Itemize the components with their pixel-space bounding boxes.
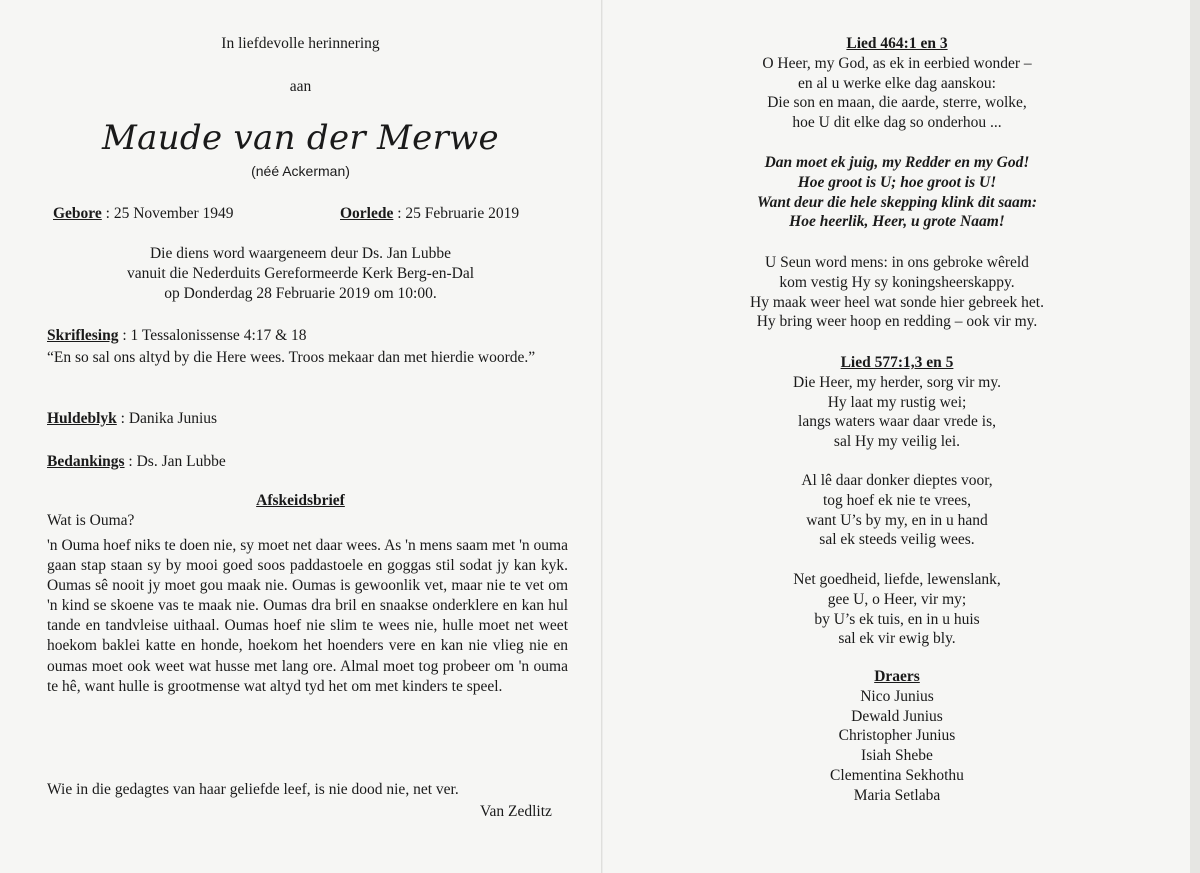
hymn-line: Net goedheid, liefde, lewenslank, <box>793 571 1001 588</box>
intro-line: In liefdevolle herinnering <box>221 35 380 52</box>
hymn-line: Die son en maan, die aarde, sterre, wolke, <box>767 94 1027 112</box>
intro-aan: aan <box>289 78 312 95</box>
hymn-line: langs waters waar daar vrede is, <box>798 413 996 431</box>
bearer-name: Maria Setlaba <box>853 786 941 804</box>
hymn-line: tog hoef ek nie te vrees, <box>822 491 972 509</box>
died-value: : 25 Februarie 2019 <box>393 205 520 222</box>
bearer-name: Clementina Sekhothu <box>830 766 964 784</box>
tribute-label: Huldeblyk <box>47 410 117 427</box>
hymn-title: Lied 464:1 en 3 <box>846 35 948 52</box>
hymn-line: gee U, o Heer, vir my; <box>827 590 967 608</box>
died-label: Oorlede <box>340 205 394 222</box>
closing-author: Van Zedlitz <box>480 803 552 820</box>
tribute <box>47 409 217 429</box>
service-info <box>0 244 601 304</box>
hymn-line: sal ek steeds veilig wees. <box>819 531 975 549</box>
bearers-title: Draers <box>874 668 920 685</box>
service-line: Die diens word waargeneem deur Ds. Jan Lubbe <box>149 245 451 262</box>
refrain-line: Hoe groot is U; hoe groot is U! <box>797 173 997 191</box>
hymn-verse <box>604 471 1190 550</box>
tribute-value: : Danika Junius <box>116 410 218 427</box>
hymn-line: en al u werke elke dag aanskou: <box>798 74 996 92</box>
closing-quote: Wie in die gedagtes van haar geliefde leef, is nie dood nie, net ver. <box>47 781 459 798</box>
hymn-line: sal ek vir ewig bly. <box>838 630 956 648</box>
deceased-name: Maude van der Merwe <box>102 118 499 158</box>
hymn-line: sal Hy my veilig lei. <box>833 433 961 451</box>
bearer-name: Nico Junius <box>860 687 934 705</box>
hymn-line: hoe U dit elke dag so onderhou ... <box>792 114 1002 132</box>
hymn-verse <box>604 253 1190 332</box>
hymn-line: want U’s by my, en in u hand <box>806 511 988 529</box>
death-date <box>340 204 519 224</box>
birth-date <box>53 204 234 224</box>
paper-edge <box>1190 0 1200 873</box>
thanks-label: Bedankings <box>47 453 125 470</box>
hymn-line: Hy bring weer hoop en redding – ook vir my. <box>756 313 1038 331</box>
hymn-verse <box>604 570 1190 649</box>
refrain-line: Dan moet ek juig, my Redder en my God! <box>764 154 1030 171</box>
thanks <box>47 452 226 472</box>
hymn-line: Hy laat my rustig wei; <box>827 393 967 411</box>
born-label: Gebore <box>53 205 102 222</box>
hymn-line: kom vestig Hy sy koningsheerskappy. <box>779 273 1015 291</box>
bearers-list <box>604 667 1190 806</box>
bearer-name: Dewald Junius <box>851 707 943 725</box>
hymn-577 <box>604 353 1190 452</box>
service-line: op Donderdag 28 Februarie 2019 om 10:00. <box>164 285 437 302</box>
hymn-line: by U’s ek tuis, en in u huis <box>814 610 980 628</box>
scripture-quote: “En so sal ons altyd by die Here wees. Troos mekaar dan met hierdie woorde.” <box>47 349 536 366</box>
hymn-line: Al lê daar donker dieptes voor, <box>801 472 993 489</box>
letter-question: Wat is Ouma? <box>47 512 135 529</box>
refrain-line: Want deur die hele skepping klink dit saam: <box>756 193 1038 211</box>
reading-value: : 1 Tessalonissense 4:17 & 18 <box>118 327 307 344</box>
refrain-line: Hoe heerlik, Heer, u grote Naam! <box>789 213 1005 231</box>
hymn-line: Hy maak weer heel wat sonde hier gebreek het. <box>750 293 1044 311</box>
bearer-name: Christopher Junius <box>838 727 956 745</box>
thanks-value: : Ds. Jan Lubbe <box>124 453 226 470</box>
hymn-title: Lied 577:1,3 en 5 <box>840 354 954 371</box>
bearer-name: Isiah Shebe <box>861 747 933 765</box>
hymn-line: O Heer, my God, as ek in eerbied wonder – <box>762 54 1032 72</box>
maiden-name: (néé Ackerman) <box>251 163 350 179</box>
scripture-reading <box>47 326 307 346</box>
born-value: : 25 November 1949 <box>101 205 234 222</box>
letter-body: 'n Ouma hoef niks te doen nie, sy moet net daar wees. As 'n mens saam met 'n ouma gaan stap staan sy by mooi goed soos paddastoele en goggas stil sodat jy kan kyk. Oumas sê nooit jy moet gou maak nie. Oumas is gewoonlik vet, maar nie te vet om 'n kind se skoene vas te maak nie. Oumas dra bril en snaakse onderklere en kan hul tande en tandvleise uithaal. Oumas hoef nie slim te wees nie, hulle moet net weet hoekom baklei katte en honde, hoekom het hoenders vere en kan nie vlieg nie en oumas moet ook weet wat husse met lang ore. Almal moet tog probeer om 'n ouma te hê, want hulle is grootmense wat altyd tyd het om met kinders te speel. <box>47 537 568 695</box>
hymn-refrain <box>604 153 1190 232</box>
hymn-line: U Seun word mens: in ons gebroke wêreld <box>765 254 1029 271</box>
hymn-464 <box>604 34 1190 133</box>
reading-label: Skriflesing <box>47 327 119 344</box>
right-page <box>604 0 1190 873</box>
letter-heading: Afskeidsbrief <box>256 492 345 509</box>
hymn-line: Die Heer, my herder, sorg vir my. <box>793 373 1001 391</box>
service-line: vanuit die Nederduits Gereformeerde Kerk Berg-en-Dal <box>126 265 475 282</box>
